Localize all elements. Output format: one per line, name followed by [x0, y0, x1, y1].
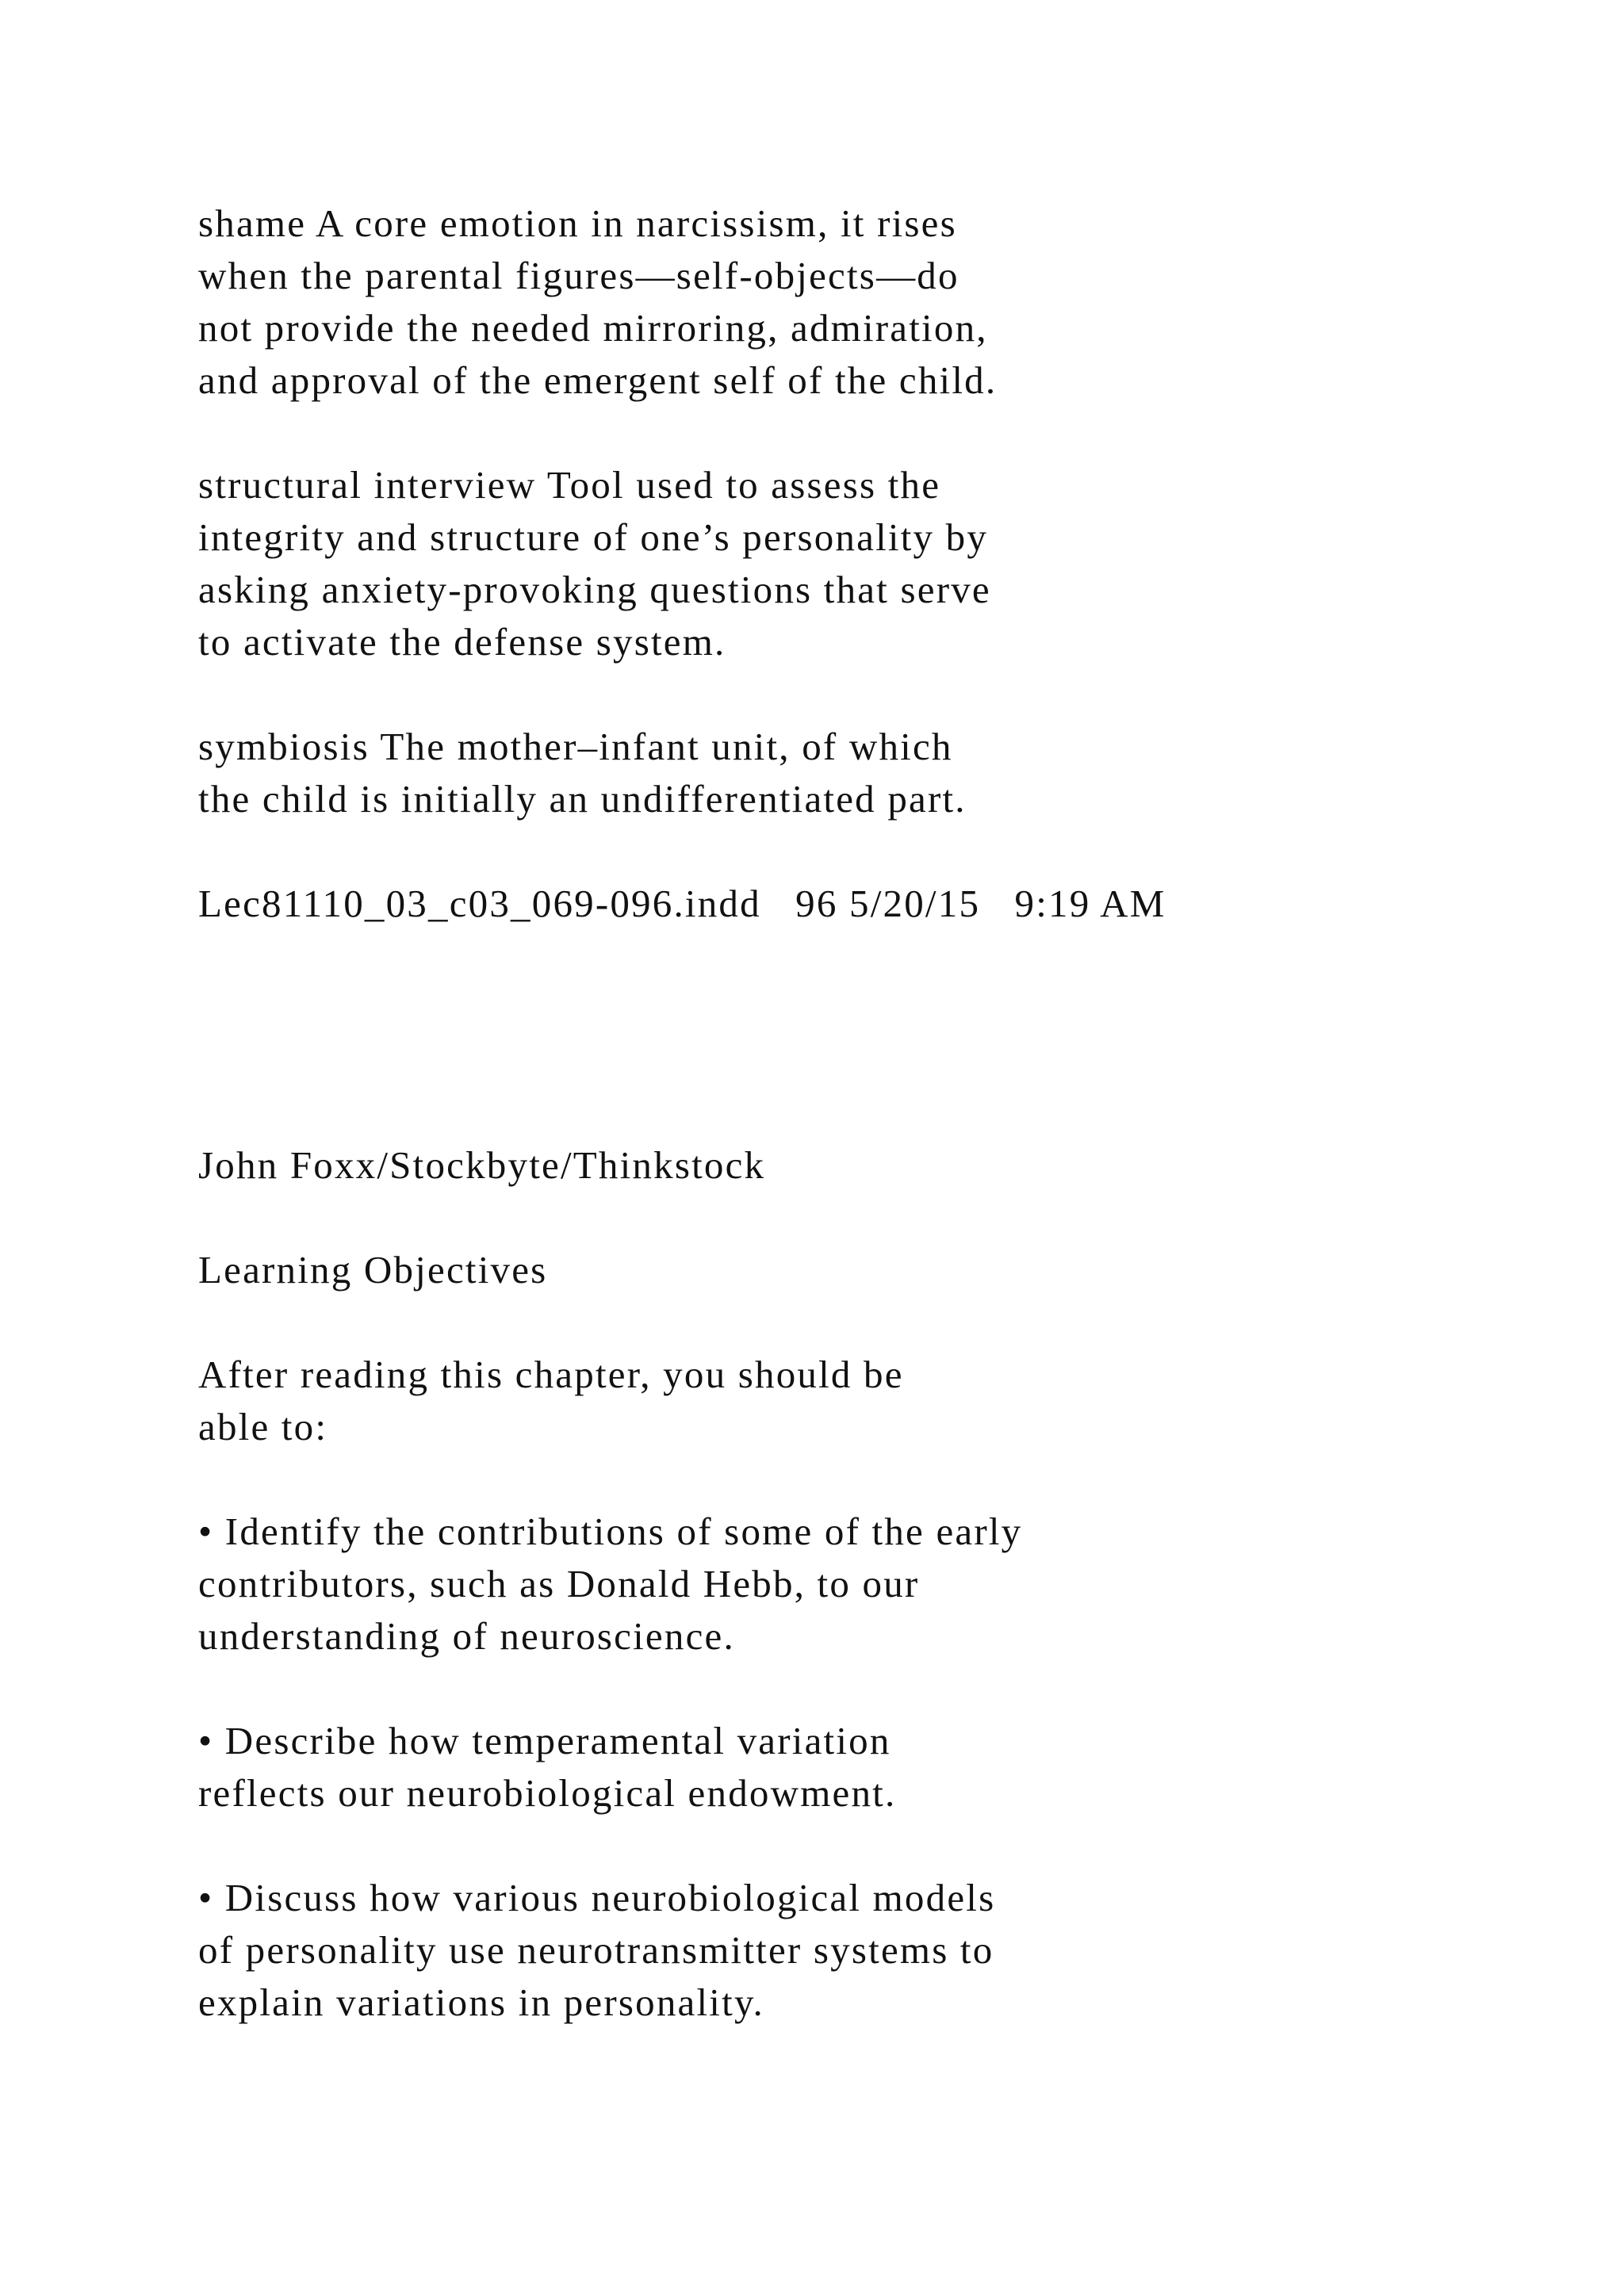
objective-line: understanding of neuroscience. [198, 1614, 735, 1658]
glossary-line: asking anxiety-provoking questions that serve [198, 568, 991, 611]
glossary-line: and approval of the emergent self of the child. [198, 358, 998, 402]
glossary-line: not provide the needed mirroring, admiration, [198, 306, 988, 350]
glossary-line: shame A core emotion in narcissism, it rises [198, 201, 957, 245]
objective-line: explain variations in personality. [198, 1980, 764, 2024]
glossary-line: to activate the defense system. [198, 620, 726, 664]
objectives-intro-line: able to: [198, 1405, 328, 1448]
objective-line: of personality use neurotransmitter systems to [198, 1928, 994, 1972]
glossary-line: structural interview Tool used to assess the [198, 463, 941, 507]
glossary-line: when the parental figures—self-objects—do [198, 254, 959, 297]
objective-line: contributors, such as Donald Hebb, to our [198, 1562, 920, 1605]
glossary-line: symbiosis The mother–infant unit, of which [198, 725, 953, 768]
objectives-intro-line: After reading this chapter, you should be [198, 1353, 904, 1396]
objective-line: • Describe how temperamental variation [198, 1719, 891, 1762]
objective-line: • Identify the contributions of some of the early [198, 1510, 1023, 1553]
print-slug: Lec81110_03_c03_069-096.indd 96 5/20/15 9:19 AM [198, 882, 1166, 925]
glossary-line: the child is initially an undifferentiated part. [198, 777, 967, 821]
objective-line: • Discuss how various neurobiological models [198, 1876, 996, 1919]
glossary-line: integrity and structure of one’s personality by [198, 515, 989, 559]
photo-credit: John Foxx/Stockbyte/Thinkstock [198, 1143, 766, 1187]
objectives-heading: Learning Objectives [198, 1248, 548, 1292]
objective-line: reflects our neurobiological endowment. [198, 1771, 897, 1815]
